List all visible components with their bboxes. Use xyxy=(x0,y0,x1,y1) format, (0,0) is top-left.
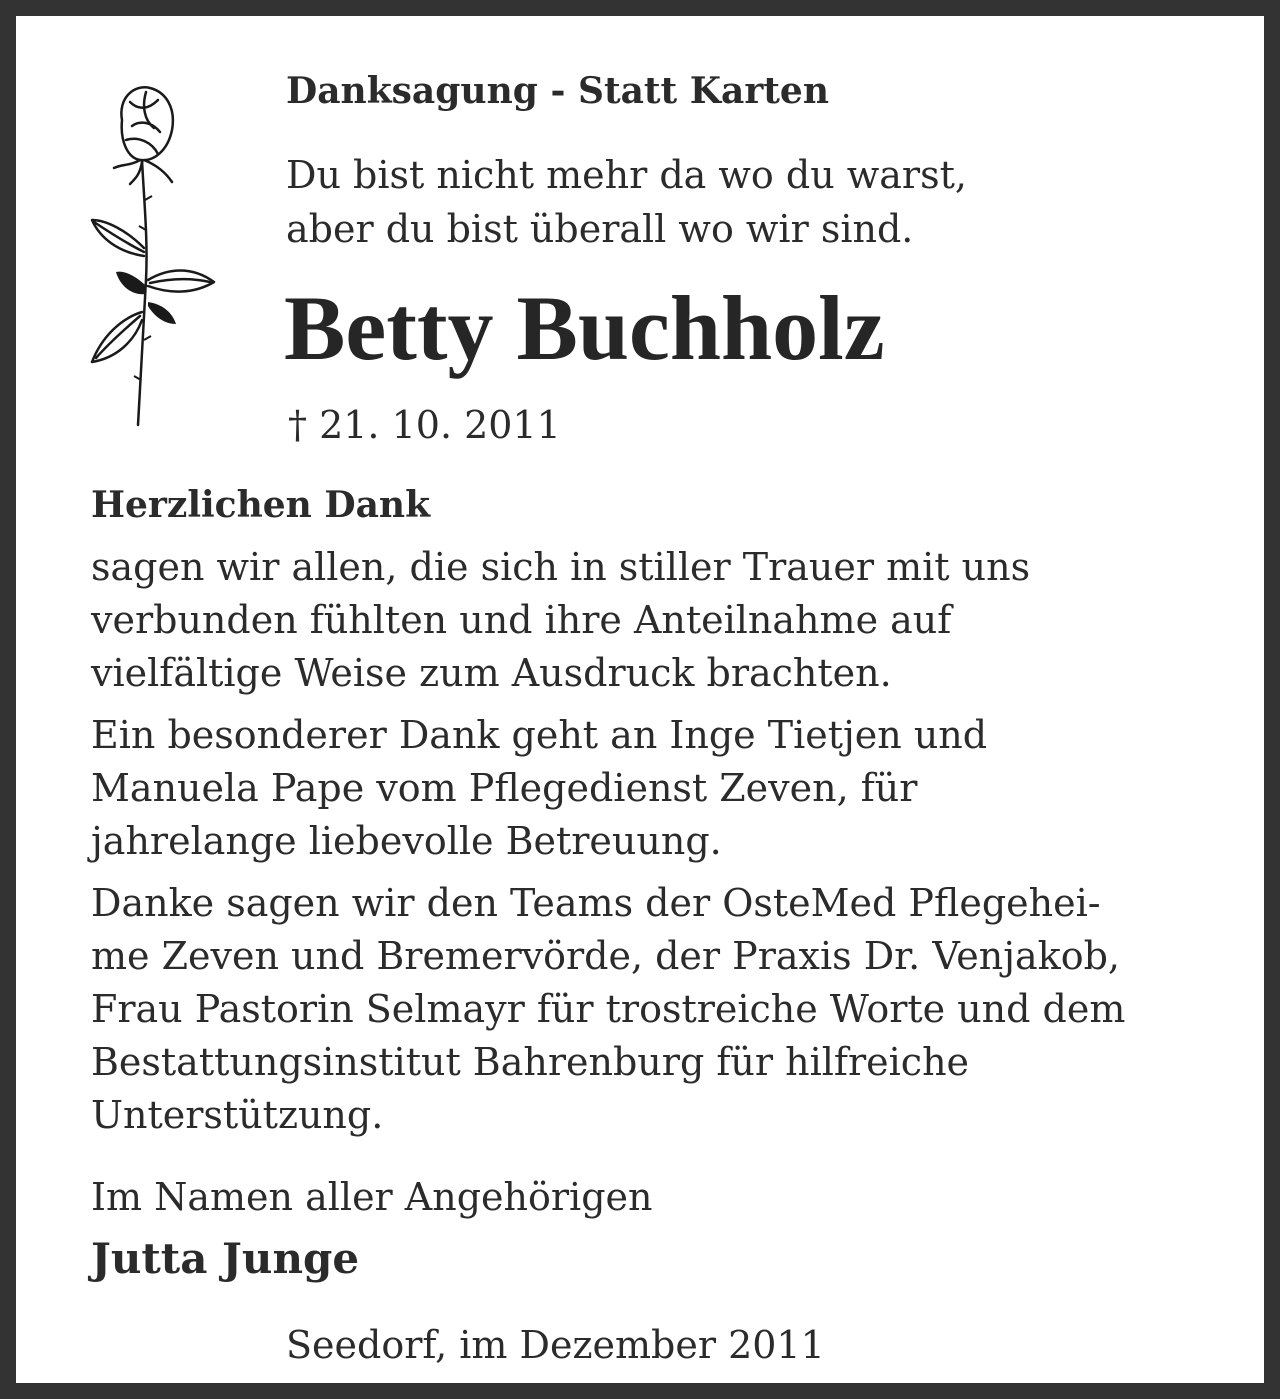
closing-line: Im Namen aller Angehörigen xyxy=(91,1175,653,1219)
paragraph-line: vielfältige Weise zum Ausdruck brachten. xyxy=(91,651,892,695)
thanks-paragraph xyxy=(91,541,1030,700)
quote-line: aber du bist überall wo wir sind. xyxy=(286,207,914,251)
paragraph-line: Frau Pastorin Selmayr für trostreiche Worte und dem xyxy=(91,987,1126,1031)
paragraph-line: Ein besonderer Dank geht an Inge Tietjen und xyxy=(91,713,988,757)
paragraph-line: jahrelange liebevolle Betreuung. xyxy=(91,819,722,863)
paragraph-line: Bestattungsinstitut Bahrenburg für hilfreiche xyxy=(91,1040,970,1084)
paragraph-line: me Zeven und Bremervörde, der Praxis Dr. Venjakob, xyxy=(91,934,1120,978)
place-date: Seedorf, im Dezember 2011 xyxy=(286,1323,825,1367)
quote-line: Du bist nicht mehr da wo du warst, xyxy=(286,153,967,197)
thanks-heading: Herzlichen Dank xyxy=(91,484,431,526)
deceased-name: Betty Buchholz xyxy=(284,277,885,379)
memorial-quote xyxy=(286,148,967,256)
paragraph-line: Unterstützung. xyxy=(91,1093,384,1137)
paragraph-line: sagen wir allen, die sich in stiller Trauer mit uns xyxy=(91,545,1031,589)
paragraph-line: Manuela Pape vom Pflegedienst Zeven, für xyxy=(91,766,918,810)
death-date: † 21. 10. 2011 xyxy=(288,403,561,447)
special-thanks-paragraph xyxy=(91,709,987,868)
notice-heading: Danksagung - Statt Karten xyxy=(286,70,829,112)
paragraph-line: Danke sagen wir den Teams der OsteMed Pflegehei- xyxy=(91,881,1101,925)
rose-icon xyxy=(82,80,222,430)
signature-name: Jutta Junge xyxy=(91,1234,360,1283)
paragraph-line: verbunden fühlten und ihre Anteilnahme auf xyxy=(91,598,952,642)
teams-thanks-paragraph xyxy=(91,877,1125,1142)
